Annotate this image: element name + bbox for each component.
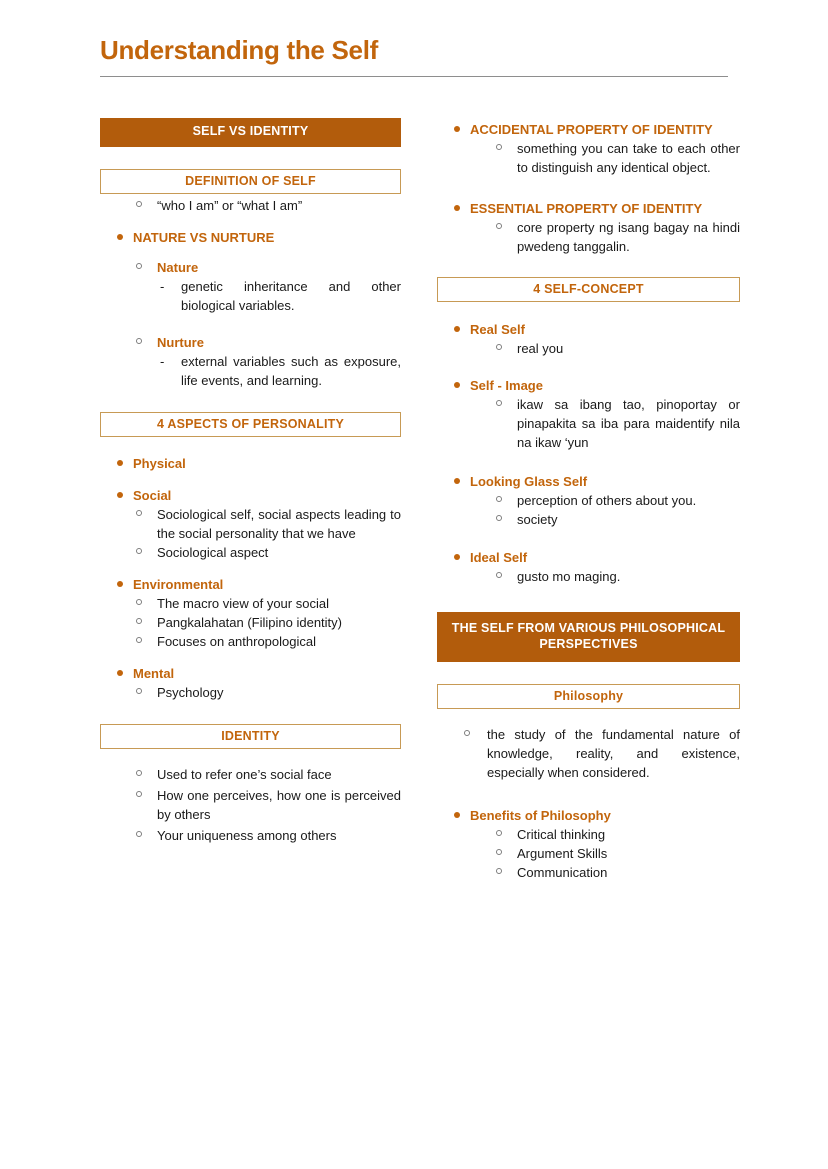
list-item	[437, 863, 740, 882]
list-item	[100, 543, 401, 562]
list-item	[100, 632, 401, 651]
aspects-list	[100, 454, 401, 702]
dash-bullet-icon: -	[160, 353, 165, 369]
filled-bullet-icon	[454, 478, 460, 484]
box-philosophy: Philosophy	[437, 684, 740, 709]
aspect-label: Social	[133, 487, 172, 503]
list-item-text: Focuses on anthropological	[157, 633, 316, 649]
subheading-text: Nurture	[157, 334, 204, 350]
heading-essential-property	[437, 199, 740, 218]
list-item	[437, 218, 740, 256]
detail-text: genetic inheritance and other biological variables.	[181, 278, 401, 313]
filled-bullet-icon	[454, 126, 460, 132]
list-item	[100, 613, 401, 632]
accidental-property-list	[437, 120, 740, 256]
hollow-bullet-icon	[464, 730, 470, 736]
aspect-physical	[100, 454, 401, 473]
banner-self-vs-identity: SELF VS IDENTITY	[100, 118, 401, 147]
detail-nature	[100, 277, 401, 315]
aspect-label: Environmental	[133, 576, 224, 592]
filled-bullet-icon	[454, 382, 460, 388]
hollow-bullet-icon	[496, 515, 502, 521]
filled-bullet-icon	[454, 326, 460, 332]
list-item	[100, 786, 401, 824]
filled-bullet-icon	[454, 812, 460, 818]
left-column	[100, 118, 401, 845]
page-title: Understanding the Self	[100, 35, 378, 65]
list-item-text: perception of others about you.	[517, 493, 697, 508]
list-item-text: Sociological self, social aspects leading to the social personality that we have	[157, 506, 401, 541]
list-item-text: “who I am” or “what I am”	[157, 197, 303, 213]
aspect-mental	[100, 664, 401, 683]
heading-accidental-property	[437, 120, 740, 139]
hollow-bullet-icon	[496, 572, 502, 578]
benefits-of-philosophy-list	[437, 806, 740, 882]
document-header	[100, 36, 728, 77]
dash-bullet-icon: -	[160, 278, 165, 294]
subheading-nurture	[100, 333, 401, 352]
list-item-text: gusto mo maging.	[517, 569, 621, 584]
aspect-label: Mental	[133, 665, 175, 681]
concept-label: Self - Image	[470, 378, 543, 393]
concept-looking-glass-self	[437, 472, 740, 491]
hollow-bullet-icon	[136, 599, 142, 605]
hollow-bullet-icon	[136, 770, 142, 776]
list-item	[100, 505, 401, 543]
identity-list	[100, 765, 401, 845]
filled-bullet-icon	[454, 205, 460, 211]
filled-bullet-icon	[117, 460, 123, 466]
heading-text: ESSENTIAL PROPERTY OF IDENTITY	[470, 201, 703, 216]
concept-label: Looking Glass Self	[470, 474, 588, 489]
heading-benefits-of-philosophy	[437, 806, 740, 825]
hollow-bullet-icon	[496, 496, 502, 502]
hollow-bullet-icon	[136, 201, 142, 207]
subheading-nature	[100, 258, 401, 277]
list-item	[437, 491, 740, 510]
hollow-bullet-icon	[136, 618, 142, 624]
hollow-bullet-icon	[496, 830, 502, 836]
list-item-text: real you	[517, 341, 564, 356]
list-item	[437, 395, 740, 452]
list-item	[437, 844, 740, 863]
filled-bullet-icon	[117, 234, 123, 240]
list-item	[100, 594, 401, 613]
hollow-bullet-icon	[136, 510, 142, 516]
box-identity: IDENTITY	[100, 724, 401, 749]
concept-ideal-self	[437, 548, 740, 567]
hollow-bullet-icon	[136, 548, 142, 554]
list-item	[437, 825, 740, 844]
hollow-bullet-icon	[136, 263, 142, 269]
concept-real-self	[437, 320, 740, 339]
list-item	[437, 339, 740, 358]
philosophy-list	[437, 725, 740, 782]
list-item	[100, 196, 401, 215]
hollow-bullet-icon	[136, 831, 142, 837]
filled-bullet-icon	[117, 581, 123, 587]
concept-label: Ideal Self	[470, 550, 528, 565]
concept-self-image	[437, 376, 740, 395]
subheading-text: Nature	[157, 259, 199, 275]
list-item-text: Sociological aspect	[157, 544, 269, 560]
list-item	[100, 826, 401, 845]
hollow-bullet-icon	[496, 849, 502, 855]
list-item-text: Used to refer one’s social face	[157, 766, 332, 782]
banner-philosophical-perspectives: THE SELF FROM VARIOUS PHILOSOPHICAL PERSPECTIVES	[437, 612, 740, 662]
list-item-text: Communication	[517, 865, 608, 881]
detail-nurture	[100, 352, 401, 390]
list-item-text: The macro view of your social	[157, 595, 329, 611]
hollow-bullet-icon	[136, 791, 142, 797]
box-four-self-concept: 4 SELF-CONCEPT	[437, 277, 740, 302]
list-item-text: Your uniqueness among others	[157, 827, 337, 843]
list-item-text: How one perceives, how one is perceived by others	[157, 787, 401, 822]
hollow-bullet-icon	[496, 400, 502, 406]
heading-nature-vs-nurture	[100, 228, 401, 247]
list-item	[437, 567, 740, 586]
aspect-label: Physical	[133, 455, 186, 471]
list-item-text: Pangkalahatan (Filipino identity)	[157, 614, 342, 630]
list-item	[100, 683, 401, 702]
hollow-bullet-icon	[136, 637, 142, 643]
list-item-text: society	[517, 512, 558, 527]
box-four-aspects-of-personality: 4 ASPECTS OF PERSONALITY	[100, 412, 401, 437]
hollow-bullet-icon	[496, 868, 502, 874]
list-item	[437, 510, 740, 529]
list-item-text: the study of the fundamental nature of knowledge, reality, and existence, especially when considered.	[487, 727, 740, 781]
concept-label: Real Self	[470, 322, 525, 337]
filled-bullet-icon	[454, 554, 460, 560]
list-item-text: core property ng isang bagay na hindi pwedeng tanggalin.	[517, 220, 740, 254]
hollow-bullet-icon	[496, 344, 502, 350]
detail-text: external variables such as exposure, life events, and learning.	[181, 353, 401, 388]
hollow-bullet-icon	[496, 144, 502, 150]
heading-text: ACCIDENTAL PROPERTY OF IDENTITY	[470, 122, 713, 137]
title-divider	[100, 76, 728, 77]
list-item-text: something you can take to each other to distinguish any identical object.	[517, 141, 740, 175]
list-item-text: Critical thinking	[517, 827, 606, 843]
list-item	[100, 765, 401, 784]
heading-text: NATURE VS NURTURE	[133, 229, 275, 245]
box-definition-of-self: DEFINITION OF SELF	[100, 169, 401, 194]
list-item-text: Psychology	[157, 684, 224, 700]
hollow-bullet-icon	[136, 688, 142, 694]
list-item-text: ikaw sa ibang tao, pinoportay or pinapakita sa iba para maidentify nila na ikaw ‘yun	[517, 397, 740, 450]
filled-bullet-icon	[117, 670, 123, 676]
list-item	[437, 139, 740, 177]
definition-of-self-list	[100, 196, 401, 215]
heading-text: Benefits of Philosophy	[470, 808, 611, 824]
hollow-bullet-icon	[136, 338, 142, 344]
hollow-bullet-icon	[496, 223, 502, 229]
nature-vs-nurture-list	[100, 228, 401, 390]
right-column	[437, 118, 740, 882]
filled-bullet-icon	[117, 492, 123, 498]
aspect-social	[100, 486, 401, 505]
list-item	[437, 725, 740, 782]
aspect-environmental	[100, 575, 401, 594]
list-item-text: Argument Skills	[517, 846, 608, 862]
self-concept-list	[437, 320, 740, 586]
